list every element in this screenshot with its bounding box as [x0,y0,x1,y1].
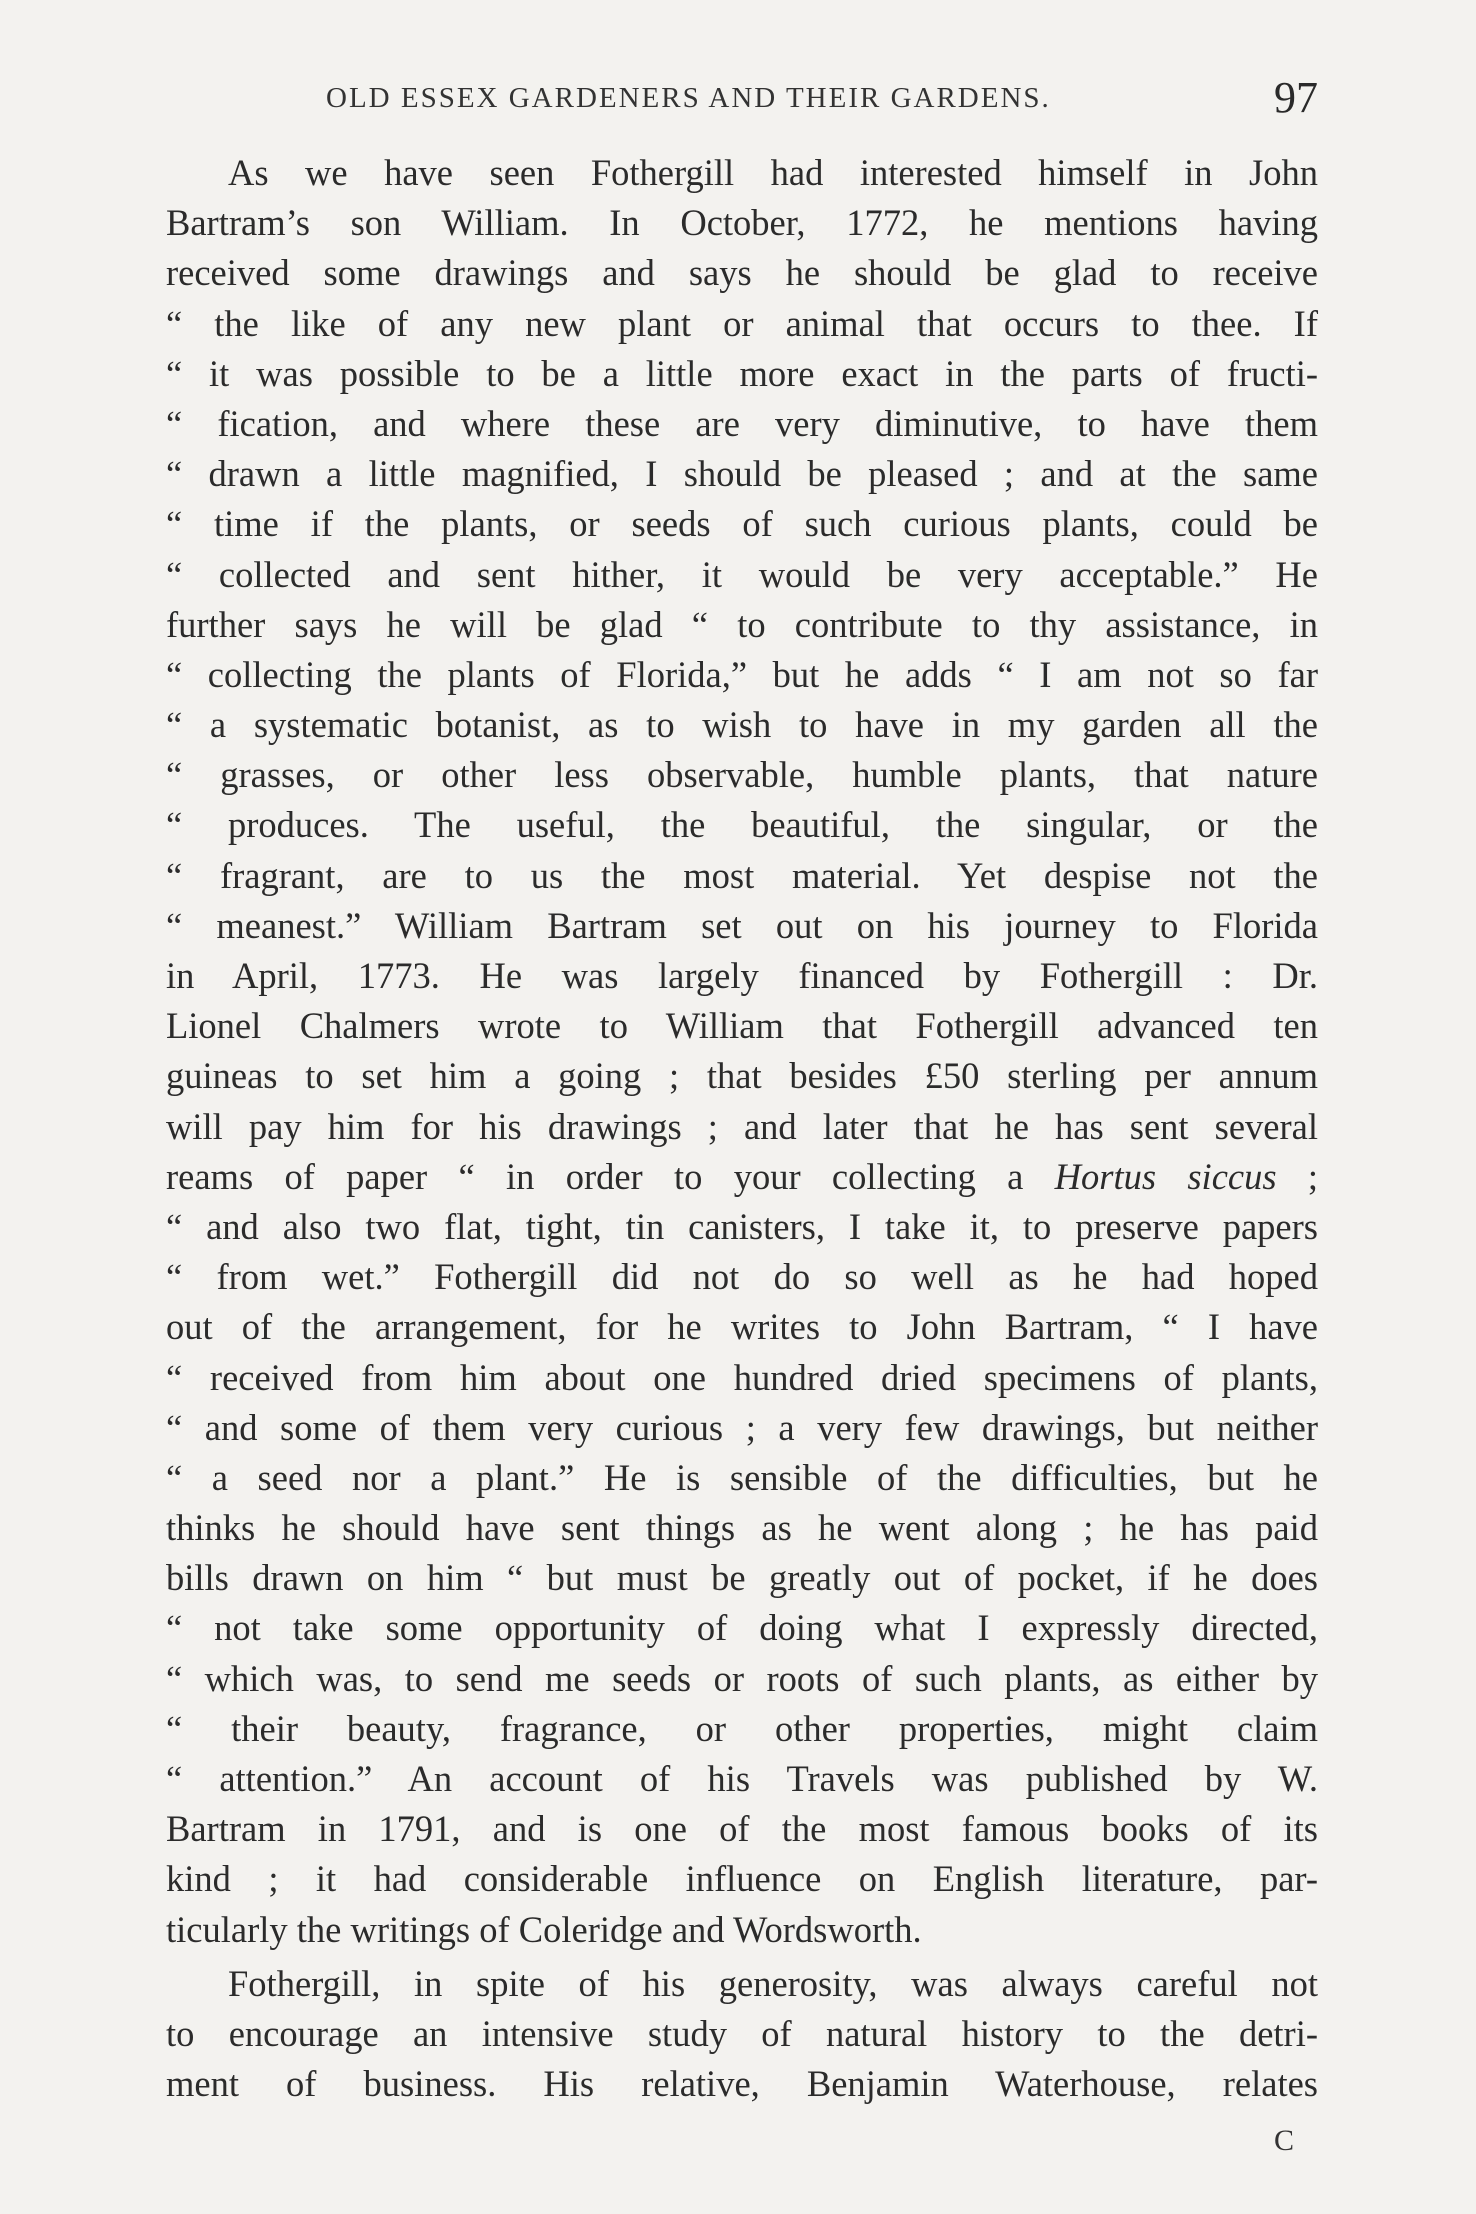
text-line: “ attention.” An account of his Travels was published by W. [166,1758,1318,1799]
text-line: “ grasses, or other less observable, humble plants, that nature [166,754,1318,796]
text-line: “ and some of them very curious ; a very few drawings, but neither [166,1406,1318,1448]
text-line: “ from wet.” Fothergill did not do so well as he had hoped [166,1256,1318,1298]
text-line: Bartram’s son William. In October, 1772, he mentions having [166,202,1318,244]
text-line: bills drawn on him “ but must be greatly out of pocket, if he does [166,1557,1318,1599]
text-line: “ a systematic botanist, as to wish to have in my garden all the [166,704,1318,746]
text-line: ment of business. His relative, Benjamin Waterhouse, relates [166,2063,1318,2105]
running-head-title: OLD ESSEX GARDENERS AND THEIR GARDENS. [326,82,1051,114]
text-line: “ fication, and where these are very diminutive, to have them [166,402,1318,444]
signature-mark: C [1273,2124,1294,2157]
text-line: ticularly the writings of Coleridge and Wordsworth. [166,1908,922,1950]
text-line: out of the arrangement, for he writes to John Bartram, “ I have [166,1306,1318,1348]
italic-phrase: Hortus siccus [1054,1155,1277,1197]
text-line: Bartram in 1791, and is one of the most famous books of its [166,1808,1318,1850]
text-line: Lionel Chalmers wrote to William that Fothergill advanced ten [166,1005,1318,1047]
text-line: As we have seen Fothergill had interested himself in John [228,152,1318,193]
text-line: “ produces. The useful, the beautiful, the singular, or the [166,804,1318,846]
text-line: will pay him for his drawings ; and later that he has sent several [166,1105,1318,1147]
text-line: further says he will be glad “ to contribute to thy assistance, in [166,603,1318,645]
paragraph-2 [166,1959,1318,2110]
text-line: in April, 1773. He was largely financed by Fothergill : Dr. [166,955,1318,996]
text-line: thinks he should have sent things as he went along ; he has paid [166,1507,1318,1549]
text-line: “ meanest.” William Bartram set out on his journey to Florida [166,904,1318,946]
text-line: “ it was possible to be a little more exact in the parts of fructi- [166,352,1318,394]
text-line: reams of paper “ in order to your collecting a Hortus siccus ; [166,1155,1319,1197]
paragraph-1 [166,148,1318,1955]
text-line: “ fragrant, are to us the most material. Yet despise not the [166,854,1318,896]
text-line: Fothergill, in spite of his generosity, was always careful not [228,1962,1318,2004]
text-line: “ collecting the plants of Florida,” but he adds “ I am not so far [166,653,1318,695]
running-head [168,73,1318,128]
text-line: to encourage an intensive study of natural history to the detri- [166,2012,1318,2054]
text-line: “ their beauty, fragrance, or other properties, might claim [166,1707,1318,1749]
text-line: “ collected and sent hither, it would be very acceptable.” He [166,553,1318,595]
text-line: “ not take some opportunity of doing what I expressly directed, [166,1607,1318,1649]
text-line: “ drawn a little magnified, I should be pleased ; and at the same [166,453,1318,495]
text-line: guineas to set him a going ; that besides £50 sterling per annum [166,1055,1318,1097]
text-line: “ time if the plants, or seeds of such curious plants, could be [166,503,1318,545]
text-line: received some drawings and says he should be glad to receive [166,252,1318,294]
text-line: “ the like of any new plant or animal that occurs to thee. If [166,302,1318,344]
text-line: kind ; it had considerable influence on English literature, par- [166,1858,1318,1900]
page-number: 97 [1274,73,1318,122]
text-line: “ and also two flat, tight, tin canisters, I take it, to preserve papers [166,1205,1318,1247]
text-line: “ a seed nor a plant.” He is sensible of the difficulties, but he [166,1456,1318,1498]
body-text [166,148,1318,2109]
text-line: “ which was, to send me seeds or roots of such plants, as either by [166,1657,1318,1699]
text-line: “ received from him about one hundred dried specimens of plants, [166,1356,1318,1398]
